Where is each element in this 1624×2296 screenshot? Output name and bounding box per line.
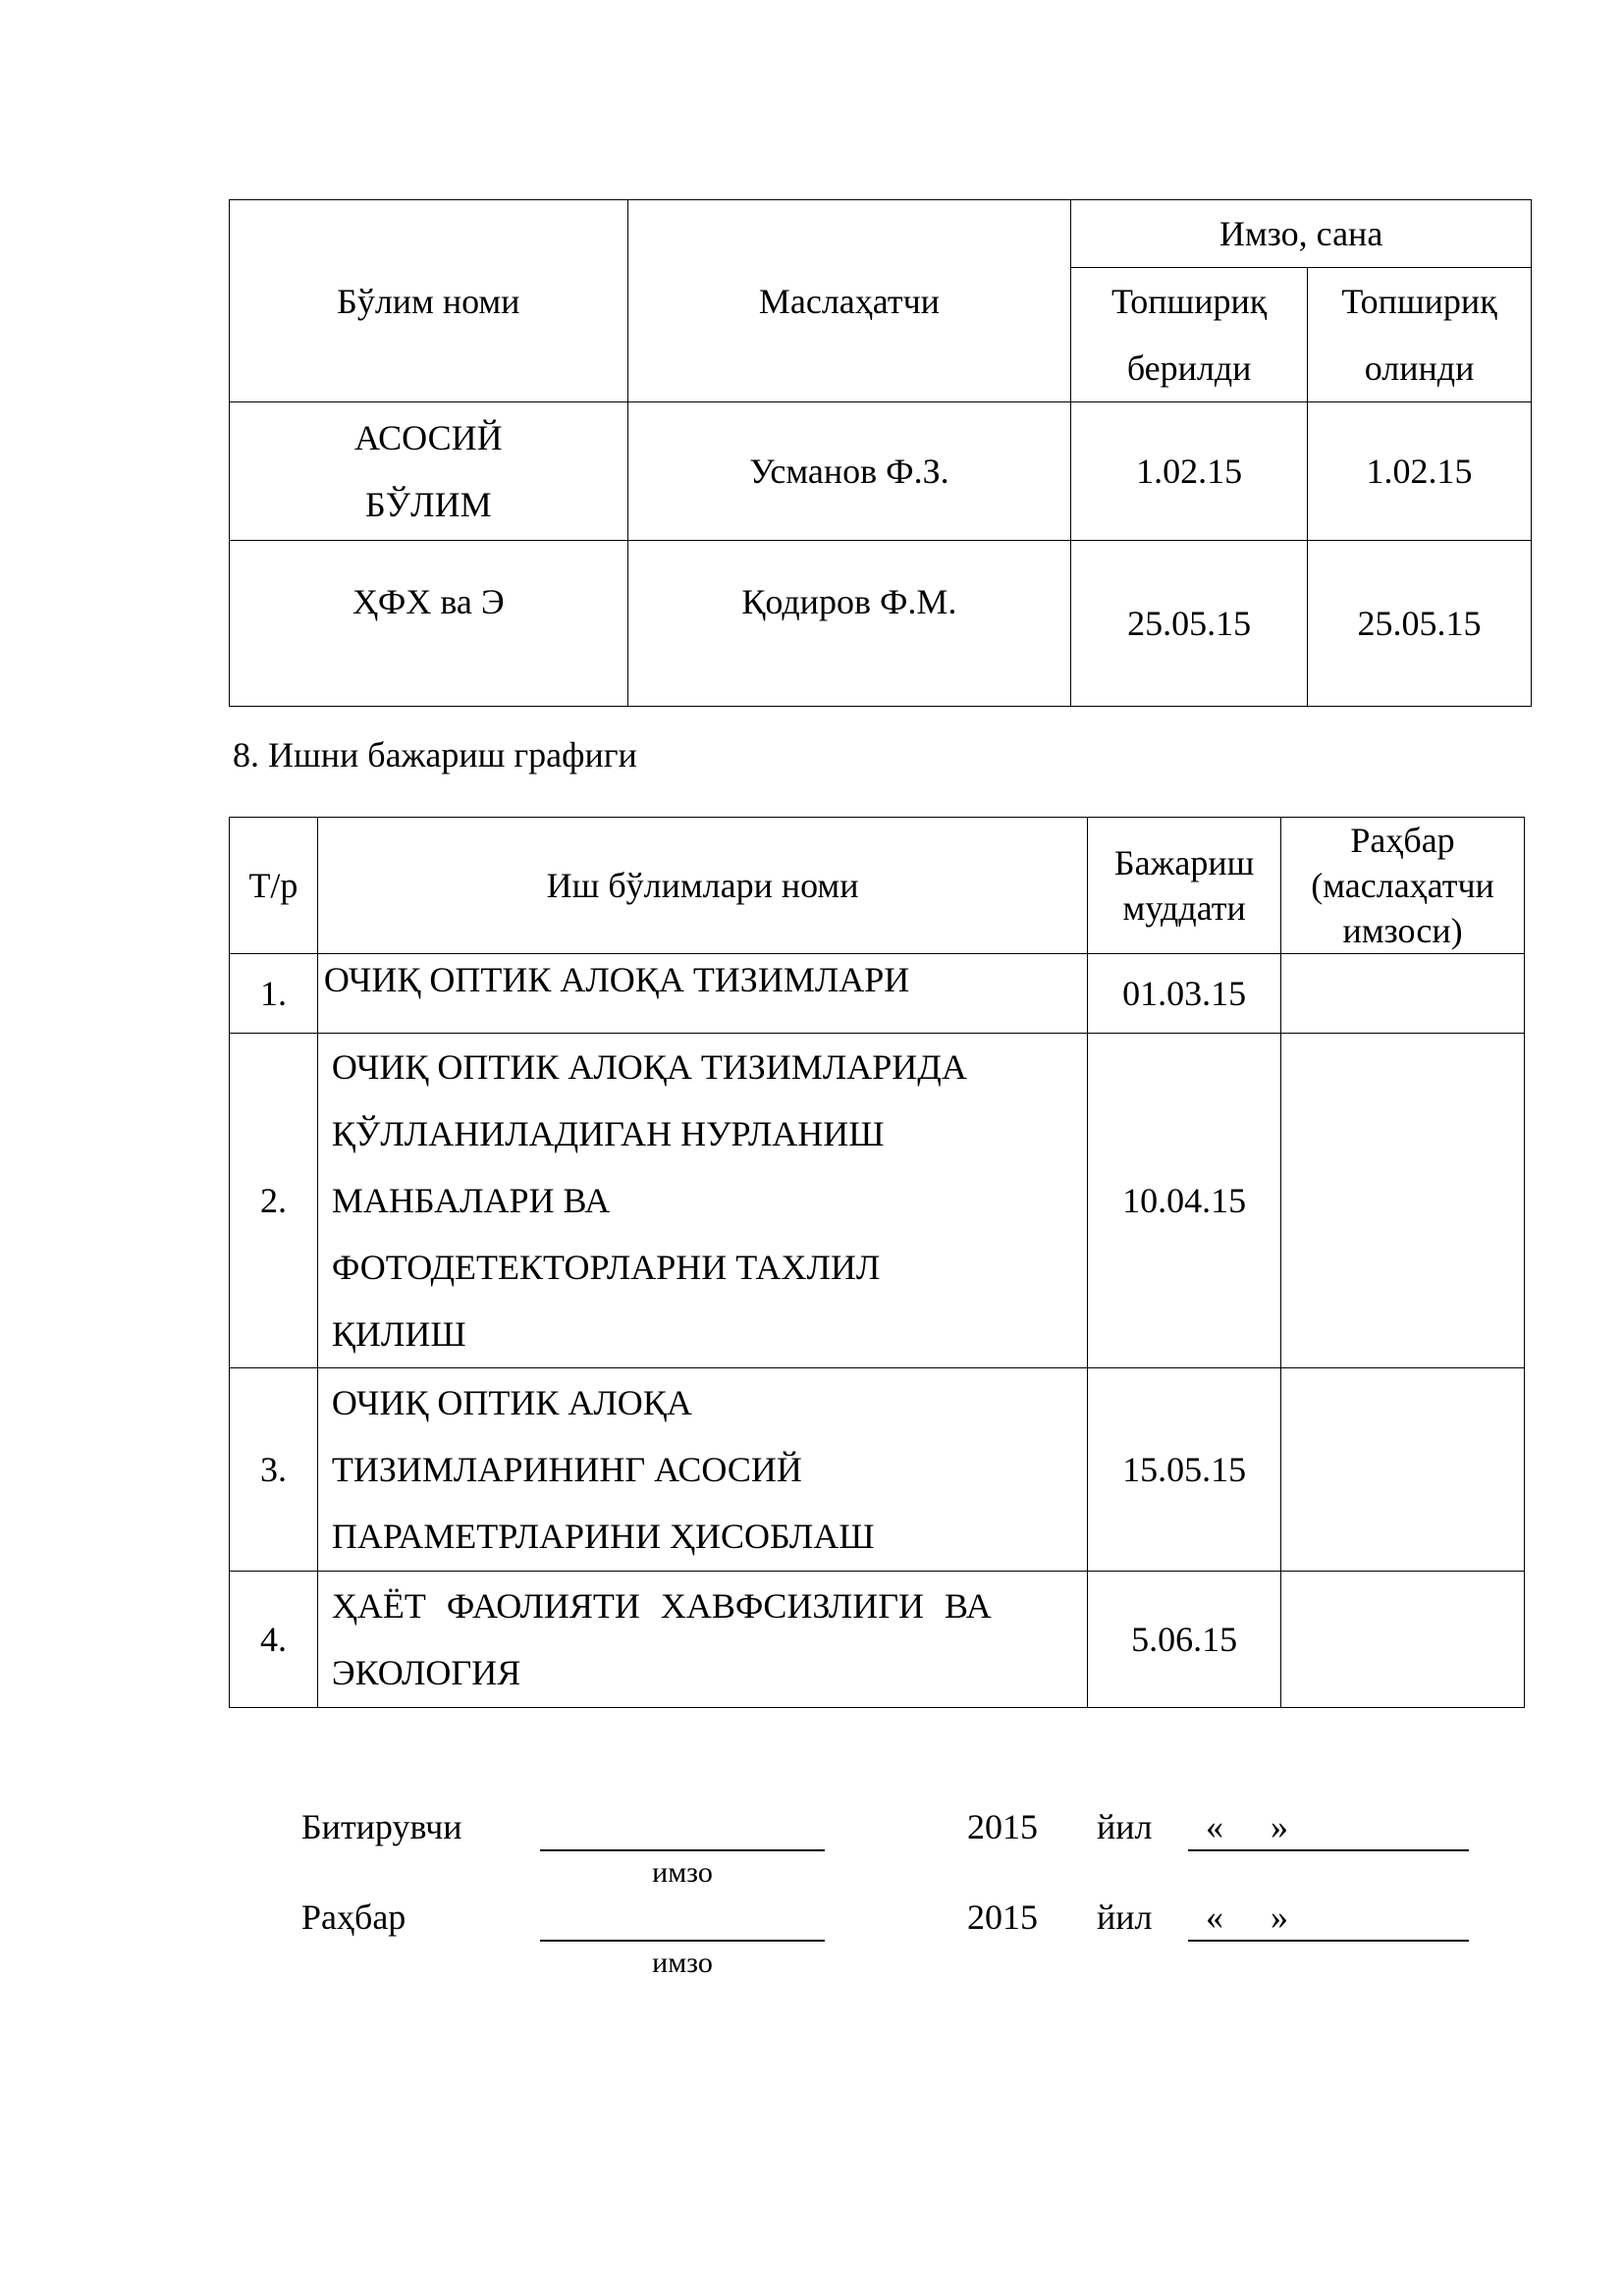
leader-signature-cell	[1281, 1572, 1525, 1708]
work-name-cell: ОЧИҚ ОПТИК АЛОҚА ТИЗИМЛАРИ	[317, 954, 1087, 1034]
graduate-date-quote-open: «	[1206, 1807, 1223, 1846]
leader-signature-cell	[1281, 1034, 1525, 1368]
header-deadline: Бажариш муддати	[1088, 818, 1281, 954]
task-received-date: 25.05.15	[1308, 541, 1532, 707]
work-name-cell	[317, 1572, 1087, 1708]
task-given-date: 25.05.15	[1071, 541, 1308, 707]
deadline-cell: 5.06.15	[1088, 1572, 1281, 1708]
deadline-cell: 15.05.15	[1088, 1368, 1281, 1572]
leader-signature-line	[540, 1940, 825, 1942]
consultant-cell: Усманов Ф.З.	[627, 402, 1071, 541]
graduate-year: 2015	[967, 1807, 1038, 1846]
table-row	[230, 1034, 1525, 1368]
section-name-cell: АСОСИЙ БЎЛИМ	[230, 402, 628, 541]
consultants-table	[229, 199, 1532, 707]
graduate-label: Битирувчи	[301, 1807, 462, 1846]
header-number: Т/р	[230, 818, 318, 954]
leader-date-quote-close: »	[1271, 1897, 1288, 1937]
header-work-name: Иш бўлимлари номи	[317, 818, 1087, 954]
table-row	[230, 541, 1532, 707]
header-task-given: Топшириқ берилди	[1071, 268, 1308, 402]
leader-signature-caption: имзо	[652, 1947, 713, 1979]
table-row	[230, 954, 1525, 1034]
leader-year: 2015	[967, 1897, 1038, 1937]
leader-signature-cell	[1281, 1368, 1525, 1572]
graduate-signature-caption: имзо	[652, 1856, 713, 1889]
graduate-signature-line	[540, 1849, 825, 1851]
section-name-cell: ҲФХ ва Э	[230, 541, 628, 707]
row-number: 4.	[230, 1572, 318, 1708]
header-signature-date: Имзо, сана	[1071, 200, 1532, 268]
leader-year-word: йил	[1097, 1897, 1153, 1937]
leader-label: Раҳбар	[301, 1897, 406, 1937]
consultant-cell: Қодиров Ф.М.	[627, 541, 1071, 707]
leader-date-quote-open: «	[1206, 1897, 1223, 1937]
graduate-date-line	[1188, 1849, 1469, 1851]
leader-date-line	[1188, 1940, 1469, 1942]
work-name-cell: ОЧИҚ ОПТИК АЛОҚА ТИЗИМЛАРИДА ҚЎЛЛАНИЛАДИГАН НУРЛАНИШ МАНБАЛАРИ ВА ФОТОДЕТЕКТОРЛАРНИ ТАХЛИЛ ҚИЛИШ	[317, 1034, 1087, 1368]
row-number: 3.	[230, 1368, 318, 1572]
graduate-date-quote-close: »	[1271, 1807, 1288, 1846]
schedule-title: 8. Ишни бажариш графиги	[233, 735, 637, 774]
table-row	[230, 402, 1532, 541]
work-name-cell: ОЧИҚ ОПТИК АЛОҚА ТИЗИМЛАРИНИНГ АСОСИЙ ПАРАМЕТРЛАРИНИ ҲИСОБЛАШ	[317, 1368, 1087, 1572]
header-section-name: Бўлим номи	[230, 200, 628, 402]
graduate-year-word: йил	[1097, 1807, 1153, 1846]
work-name-line: ҲАЁТ ФАОЛИЯТИ ХАВФСИЗЛИГИ ВА	[331, 1586, 992, 1626]
deadline-cell: 01.03.15	[1088, 954, 1281, 1034]
schedule-table	[229, 817, 1525, 1708]
table-row	[230, 1572, 1525, 1708]
header-leader-signature: Раҳбар (маслаҳатчи имзоси)	[1281, 818, 1525, 954]
task-received-date: 1.02.15	[1308, 402, 1532, 541]
table-row	[230, 1368, 1525, 1572]
row-number: 1.	[230, 954, 318, 1034]
task-given-date: 1.02.15	[1071, 402, 1308, 541]
header-task-received: Топшириқ олинди	[1308, 268, 1532, 402]
leader-signature-cell	[1281, 954, 1525, 1034]
header-consultant: Маслаҳатчи	[627, 200, 1071, 402]
deadline-cell: 10.04.15	[1088, 1034, 1281, 1368]
work-name-line: ЭКОЛОГИЯ	[331, 1653, 521, 1692]
row-number: 2.	[230, 1034, 318, 1368]
